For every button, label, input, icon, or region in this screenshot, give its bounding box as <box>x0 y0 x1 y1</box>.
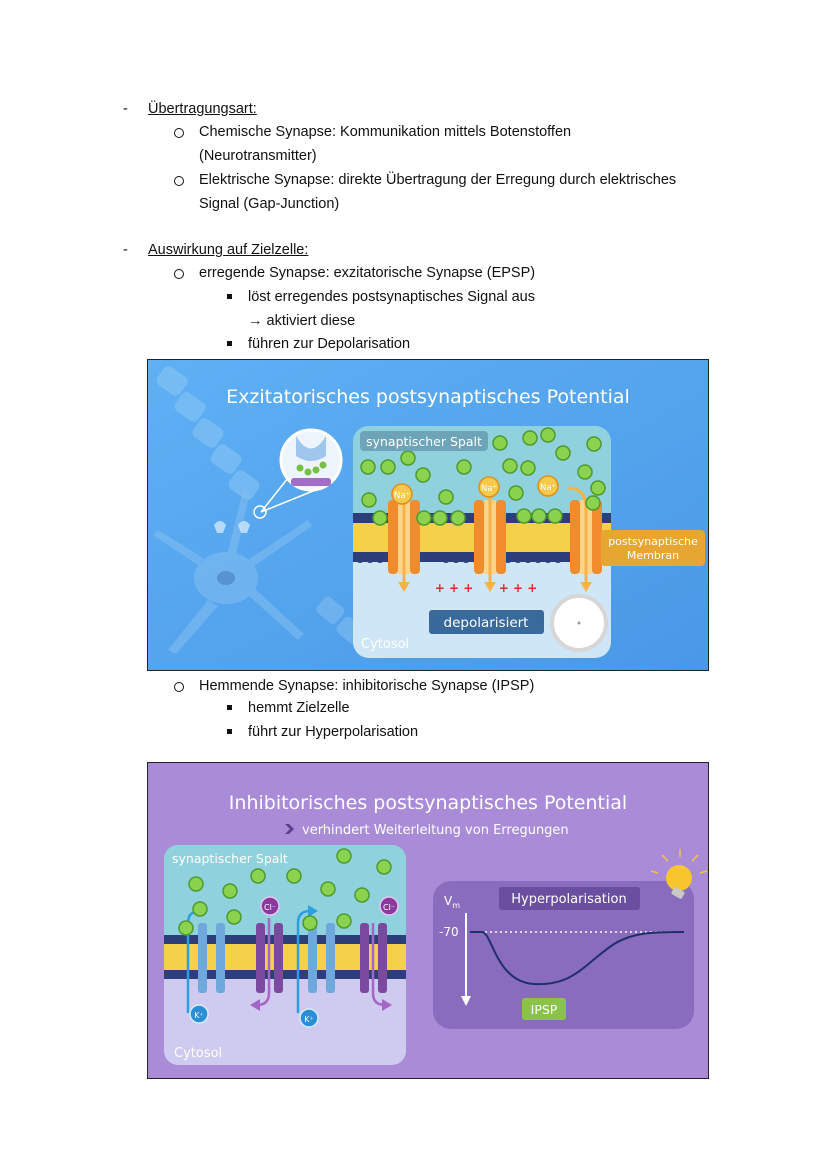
circle-bullet <box>174 682 184 692</box>
epsp-membrane-label-2: Membran <box>626 549 680 562</box>
svg-text:Na⁺: Na⁺ <box>393 491 411 501</box>
epsp-cleft-label: synaptischer Spalt <box>366 434 482 449</box>
list-dash: - <box>123 101 128 117</box>
list-item-excitatory: erregende Synapse: exzitatorische Synapse (EPSP) <box>199 265 536 281</box>
epsp-cytosol-label: Cytosol <box>361 637 410 652</box>
ipsp-title: Inhibitorisches postsynaptisches Potential <box>228 792 628 814</box>
square-bullet <box>227 705 232 710</box>
square-bullet <box>227 729 232 734</box>
epsp-charges-right: + + + <box>498 581 538 595</box>
list-dash: - <box>123 242 128 258</box>
section-heading-transmission: Übertragungsart: <box>148 101 257 117</box>
list-item-chemical: Chemische Synapse: Kommunikation mittels Botenstoffen <box>199 124 572 140</box>
circle-bullet <box>174 176 184 186</box>
ipsp-synapse-panel <box>164 845 406 1065</box>
svg-text:Cl⁻: Cl⁻ <box>263 903 277 912</box>
list-item-depolarisation: führen zur Depolarisation <box>248 336 411 352</box>
epsp-illustration <box>148 360 708 670</box>
epsp-synapse-panel <box>353 426 611 658</box>
vm-value-label: -70 <box>439 925 459 939</box>
list-item-excitatory-signal: löst erregendes postsynaptisches Signal aus <box>248 289 535 305</box>
svg-text:K⁺: K⁺ <box>194 1011 204 1020</box>
epsp-membrane-label-1: postsynaptische <box>608 535 698 548</box>
list-item-chemical-cont: (Neurotransmitter) <box>199 148 317 164</box>
square-bullet <box>227 294 232 299</box>
hyperpolarisation-label: Hyperpolarisation <box>511 892 627 907</box>
epsp-charges-left: + + + <box>434 581 474 595</box>
list-item-hyperpolarisation: führt zur Hyperpolarisation <box>248 724 419 740</box>
svg-text:Cl⁻: Cl⁻ <box>382 903 396 912</box>
list-item-inhibitory: Hemmende Synapse: inhibitorische Synapse (IPSP) <box>199 678 535 694</box>
list-item-inhibits: hemmt Zielzelle <box>248 700 350 716</box>
square-bullet <box>227 341 232 346</box>
vm-axis-label: $V_m$ <box>444 894 461 910</box>
list-item-electrical: Elektrische Synapse: direkte Übertragung der Erregung durch elektrisches <box>199 172 677 188</box>
svg-text:K⁺: K⁺ <box>304 1015 314 1024</box>
ipsp-illustration <box>148 763 708 1078</box>
epsp-title: Exzitatorisches postsynaptisches Potential <box>226 386 630 408</box>
list-item-electrical-cont: Signal (Gap-Junction) <box>199 196 340 212</box>
ipsp-subtitle: verhindert Weiterleitung von Erregungen <box>302 823 569 838</box>
circle-bullet <box>174 128 184 138</box>
section-heading-effect: Auswirkung auf Zielzelle: <box>148 242 309 258</box>
ipsp-cytosol-label: Cytosol <box>174 1046 223 1061</box>
figure-ipsp <box>147 762 709 1079</box>
ipsp-label: IPSP <box>530 1002 558 1017</box>
circle-bullet <box>174 269 184 279</box>
epsp-state-label: depolarisiert <box>443 615 529 631</box>
svg-text:Na⁺: Na⁺ <box>480 484 498 494</box>
svg-text:Na⁺: Na⁺ <box>539 483 557 493</box>
list-item-excitatory-activates: → aktiviert diese <box>248 313 356 329</box>
ipsp-cleft-label: synaptischer Spalt <box>172 851 288 866</box>
figure-epsp <box>147 359 709 671</box>
ipsp-graph-panel <box>433 881 694 1029</box>
